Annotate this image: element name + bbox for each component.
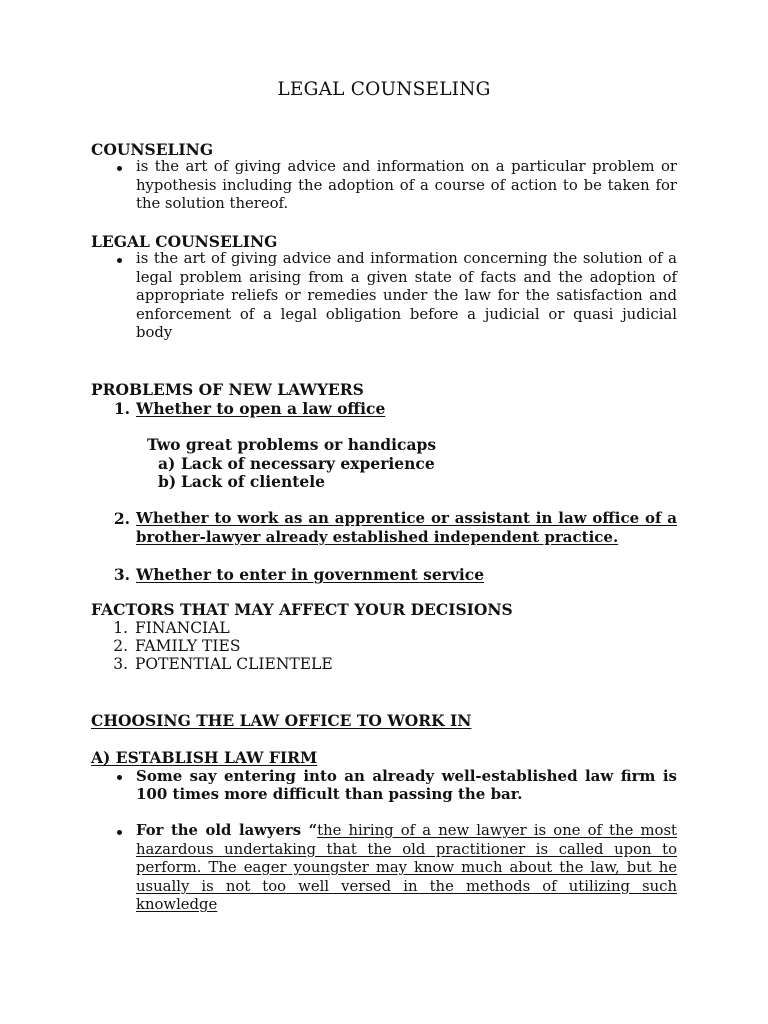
problem-number: 3. bbox=[113, 565, 130, 584]
handicaps-subheading: Two great problems or handicaps bbox=[147, 435, 437, 454]
establish-law-firm-heading: A) ESTABLISH LAW FIRM bbox=[91, 748, 318, 767]
handicap-item: Lack of necessary experience bbox=[181, 454, 435, 473]
bullet-icon bbox=[117, 166, 122, 171]
problem-item: Whether to open a law office bbox=[136, 399, 386, 418]
handicap-item: Lack of clientele bbox=[181, 472, 326, 491]
factor-number: 2. bbox=[113, 637, 128, 655]
factor-item: FINANCIAL bbox=[135, 619, 230, 637]
factors-heading: FACTORS THAT MAY AFFECT YOUR DECISIONS bbox=[91, 600, 513, 619]
law-firm-bullet-text: Some say entering into an already well-established law firm is 100 times more difficult than passing the bar. bbox=[136, 767, 677, 804]
counseling-heading: COUNSELING bbox=[91, 140, 214, 159]
bullet-icon bbox=[117, 775, 122, 780]
counseling-definition: is the art of giving advice and information on a particular problem or hypothesis including the adoption of a course of action to be taken for the solution thereof. bbox=[136, 158, 677, 212]
problem-item: Whether to work as an apprentice or assistant in law office of a brother-lawyer already established independent practice. bbox=[136, 509, 677, 546]
factor-number: 1. bbox=[113, 619, 128, 637]
bullet-icon bbox=[117, 258, 122, 263]
handicap-label: a) bbox=[158, 454, 176, 473]
old-lawyers-bullet bbox=[136, 822, 677, 915]
legal-counseling-definition: is the art of giving advice and information concerning the solution of a legal problem arising from a given state of facts and the adoption of appropriate reliefs or remedies under the law for the satisfaction and enforcement of a legal obligation before a judicial or quasi judicial body bbox=[136, 250, 677, 341]
problem-number: 2. bbox=[113, 509, 130, 528]
bullet-icon bbox=[117, 830, 122, 835]
problem-number: 1. bbox=[113, 399, 130, 418]
factor-number: 3. bbox=[113, 655, 128, 673]
problem-item: Whether to enter in government service bbox=[136, 565, 485, 584]
old-lawyers-quote: the hiring of a new lawyer is one of the most hazardous undertaking that the old practitioner is called upon to perform. The eager youngster may know much about the law, but he usually is not too well versed in the methods of utilizing such knowledge bbox=[136, 822, 677, 913]
handicap-label: b) bbox=[158, 472, 177, 491]
choosing-heading: CHOOSING THE LAW OFFICE TO WORK IN bbox=[91, 711, 472, 730]
factor-item: POTENTIAL CLIENTELE bbox=[135, 655, 333, 673]
legal-counseling-heading: LEGAL COUNSELING bbox=[91, 232, 278, 251]
old-lawyers-lead: For the old lawyers “ bbox=[136, 822, 318, 839]
problems-heading: PROBLEMS OF NEW LAWYERS bbox=[91, 380, 364, 399]
factor-item: FAMILY TIES bbox=[135, 637, 241, 655]
document-title: LEGAL COUNSELING bbox=[277, 79, 491, 100]
